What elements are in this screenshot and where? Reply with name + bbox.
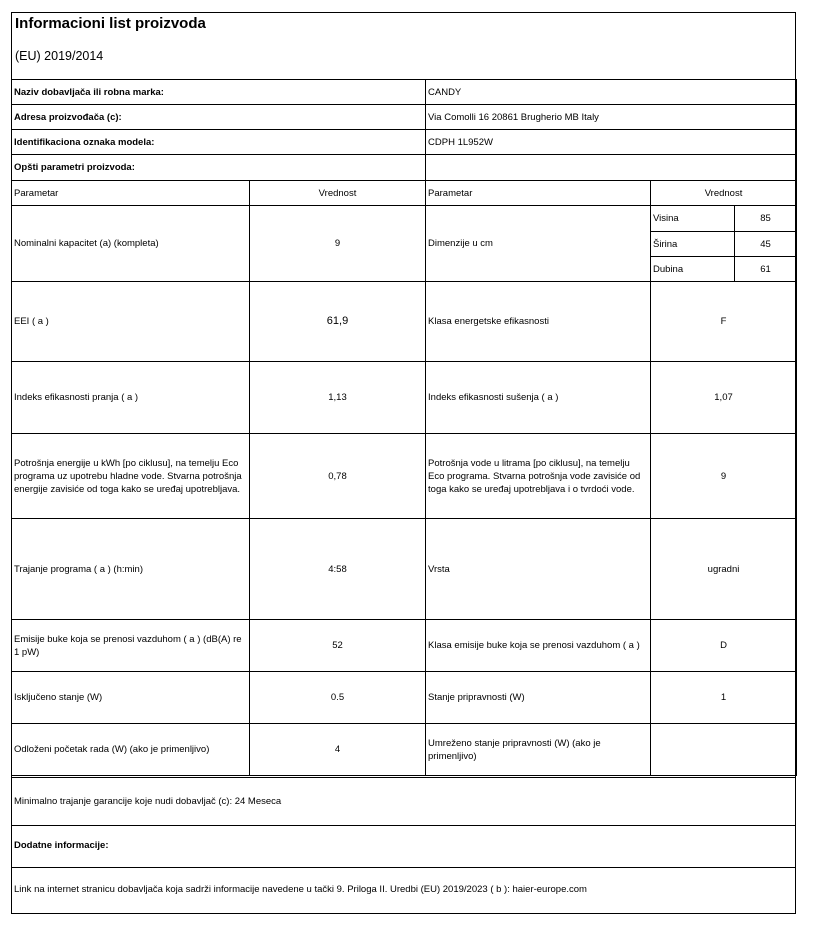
standby-value: 1 bbox=[651, 672, 797, 724]
parameters-table bbox=[11, 79, 797, 776]
address-label: Adresa proizvođača (c): bbox=[12, 105, 426, 130]
network-standby-label: Umreženo stanje pripravnosti (W) (ako je primenljivo) bbox=[426, 724, 651, 776]
network-standby-value bbox=[651, 724, 797, 776]
supplier-label: Naziv dobavljača ili robna marka: bbox=[12, 80, 426, 105]
general-params-label: Opšti parametri proizvoda: bbox=[12, 155, 426, 181]
height-label: Visina bbox=[651, 206, 735, 232]
noise-class-value: D bbox=[651, 620, 797, 672]
water-consumption-value: 9 bbox=[651, 434, 797, 519]
energy-consumption-label: Potrošnja energije u kWh [po ciklusu], na temelju Eco programa uz upotrebu hladne vode. Stvarna potrošnja energije zavisiće od toga kako se uređaj upotrebljava. bbox=[12, 434, 250, 519]
table-row bbox=[12, 724, 797, 776]
regulation-subtitle: (EU) 2019/2014 bbox=[15, 49, 104, 63]
table-row bbox=[12, 519, 797, 620]
noise-label: Emisije buke koja se prenosi vazduhom ( a ) (dB(A) re 1 pW) bbox=[12, 620, 250, 672]
additional-info-label: Dodatne informacije: bbox=[14, 840, 109, 851]
supplier-value: CANDY bbox=[426, 80, 797, 105]
supplier-link-text: Link na internet stranicu dobavljača koja sadrži informacije navedene u tački 9. Priloga II. Uredbi (EU) 2019/2023 ( b ): haier-europe.com bbox=[14, 884, 587, 895]
drying-index-label: Indeks efikasnosti sušenja ( a ) bbox=[426, 362, 651, 434]
general-params-value bbox=[426, 155, 797, 181]
depth-label: Dubina bbox=[651, 257, 735, 282]
eei-value: 61,9 bbox=[250, 282, 426, 362]
page-title: Informacioni list proizvoda bbox=[15, 15, 206, 32]
general-params-row bbox=[12, 155, 797, 181]
table-row bbox=[12, 434, 797, 519]
address-value: Via Comolli 16 20861 Brugherio MB Italy bbox=[426, 105, 797, 130]
table-row bbox=[12, 282, 797, 362]
capacity-value: 9 bbox=[250, 206, 426, 282]
program-duration-label: Trajanje programa ( a ) (h:min) bbox=[12, 519, 250, 620]
standby-label: Stanje pripravnosti (W) bbox=[426, 672, 651, 724]
table-row bbox=[12, 206, 797, 232]
address-row bbox=[12, 105, 797, 130]
table-row bbox=[12, 672, 797, 724]
col-header-value-left: Vrednost bbox=[250, 181, 426, 206]
warranty-text: Minimalno trajanje garancije koje nudi dobavljač (c): 24 Meseca bbox=[14, 796, 282, 807]
warranty-row bbox=[12, 777, 795, 825]
cleaning-index-label: Indeks efikasnosti pranja ( a ) bbox=[12, 362, 250, 434]
energy-class-value: F bbox=[651, 282, 797, 362]
noise-value: 52 bbox=[250, 620, 426, 672]
supplier-row bbox=[12, 80, 797, 105]
energy-class-label: Klasa energetske efikasnosti bbox=[426, 282, 651, 362]
noise-class-label: Klasa emisije buke koja se prenosi vazduhom ( a ) bbox=[426, 620, 651, 672]
width-value: 45 bbox=[735, 232, 797, 257]
capacity-label: Nominalni kapacitet (a) (kompleta) bbox=[12, 206, 250, 282]
table-header-row bbox=[12, 181, 797, 206]
energy-consumption-value: 0,78 bbox=[250, 434, 426, 519]
link-row bbox=[12, 867, 795, 913]
program-duration-value: 4:58 bbox=[250, 519, 426, 620]
additional-info-row bbox=[12, 825, 795, 867]
delay-start-value: 4 bbox=[250, 724, 426, 776]
model-label: Identifikaciona oznaka modela: bbox=[12, 130, 426, 155]
model-value: CDPH 1L952W bbox=[426, 130, 797, 155]
water-consumption-label: Potrošnja vode u litrama [po ciklusu], na temelju Eco programa. Stvarna potrošnja vode zavisiće od toga kako se uređaj upotrebljava i o tvrdoći vode. bbox=[426, 434, 651, 519]
model-row bbox=[12, 130, 797, 155]
width-label: Širina bbox=[651, 232, 735, 257]
height-value: 85 bbox=[735, 206, 797, 232]
table-row bbox=[12, 362, 797, 434]
product-info-sheet bbox=[11, 12, 796, 914]
drying-index-value: 1,07 bbox=[651, 362, 797, 434]
eei-label: EEI ( a ) bbox=[12, 282, 250, 362]
col-header-param-left: Parametar bbox=[12, 181, 250, 206]
delay-start-label: Odloženi početak rada (W) (ako je primenljivo) bbox=[12, 724, 250, 776]
off-mode-value: 0.5 bbox=[250, 672, 426, 724]
cleaning-index-value: 1,13 bbox=[250, 362, 426, 434]
type-label: Vrsta bbox=[426, 519, 651, 620]
table-row bbox=[12, 620, 797, 672]
col-header-param-right: Parametar bbox=[426, 181, 651, 206]
dimensions-label: Dimenzije u cm bbox=[426, 206, 651, 282]
col-header-value-right: Vrednost bbox=[651, 181, 797, 206]
off-mode-label: Isključeno stanje (W) bbox=[12, 672, 250, 724]
type-value: ugradni bbox=[651, 519, 797, 620]
depth-value: 61 bbox=[735, 257, 797, 282]
